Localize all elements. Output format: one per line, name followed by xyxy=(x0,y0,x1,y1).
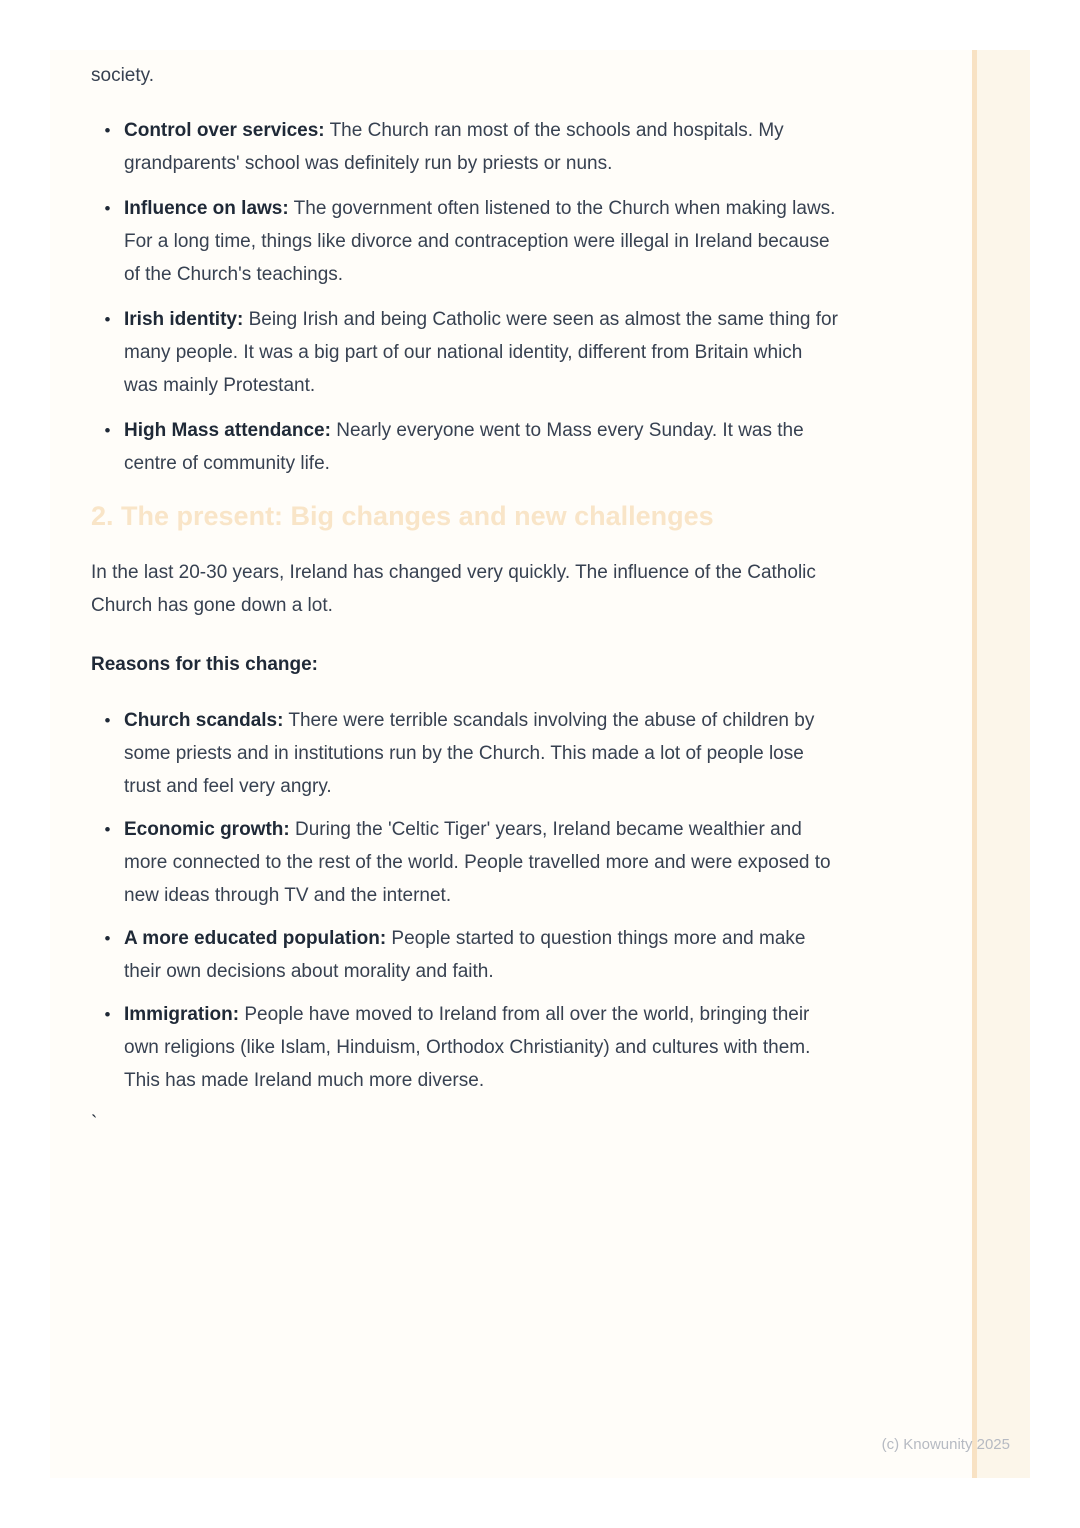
bullet-text: Being Irish and being Catholic were seen as almost the same thing for many people. It was a big part of our national identity, different from Britain which was mainly Protestant. xyxy=(124,309,838,396)
bullet-dot-icon: • xyxy=(104,711,111,730)
bullet-dot-icon: • xyxy=(104,199,111,218)
bullet-text: The Church ran most of the schools and hospitals. My grandparents' school was definitely run by priests or nuns. xyxy=(124,120,784,174)
margin-strip xyxy=(977,50,1030,1478)
bullet-dot-icon: • xyxy=(104,929,111,948)
list-item xyxy=(91,303,839,402)
bullet-lead: Control over services: xyxy=(124,120,325,141)
bullet-lead: Church scandals: xyxy=(124,710,284,731)
bullet-lead: Economic growth: xyxy=(124,819,290,840)
bullet-lead: High Mass attendance: xyxy=(124,420,331,441)
section-2-intro-paragraph: In the last 20-30 years, Ireland has changed very quickly. The influence of the Catholic Church has gone down a lot. xyxy=(91,562,816,616)
bullet-body xyxy=(124,303,839,402)
margin-divider-line xyxy=(972,50,977,1478)
bullet-text: Nearly everyone went to Mass every Sunday. It was the centre of community life. xyxy=(124,420,804,474)
list-item xyxy=(91,813,839,912)
bullet-lead: Irish identity: xyxy=(124,309,244,330)
list-item xyxy=(91,114,839,180)
bullet-body xyxy=(124,704,839,803)
bullet-text: People started to question things more and make their own decisions about morality and faith. xyxy=(124,928,806,982)
bullet-lead: Influence on laws: xyxy=(124,198,289,219)
list-item xyxy=(91,704,839,803)
bullet-body xyxy=(124,192,839,291)
bullet-body xyxy=(124,414,839,480)
note-sheet xyxy=(50,50,1030,1478)
bullet-dot-icon: • xyxy=(104,121,111,140)
bullet-lead: Immigration: xyxy=(124,1004,240,1025)
list-item xyxy=(91,922,839,988)
reasons-for-change-list xyxy=(91,704,839,1097)
bullet-body xyxy=(124,998,839,1097)
bullet-text: There were terrible scandals involving the abuse of children by some priests and in institutions run by the Church. This made a lot of people lose trust and feel very angry. xyxy=(124,710,815,797)
reasons-label: Reasons for this change: xyxy=(91,654,318,675)
bullet-text: People have moved to Ireland from all over the world, bringing their own religions (like Islam, Hinduism, Orthodox Christianity) and cultures with them. This has made Ireland much more diverse. xyxy=(124,1004,811,1091)
past-influence-list xyxy=(91,114,839,480)
list-item xyxy=(91,414,839,480)
list-item xyxy=(91,192,839,291)
bullet-dot-icon: • xyxy=(104,421,111,440)
list-item xyxy=(91,998,839,1097)
bullet-text: The government often listened to the Church when making laws. For a long time, things like divorce and contraception were illegal in Ireland because of the Church's teachings. xyxy=(124,198,836,285)
continuation-paragraph: society. xyxy=(91,65,155,86)
bullet-body xyxy=(124,922,839,988)
bullet-dot-icon: • xyxy=(104,820,111,839)
bullet-body xyxy=(124,813,839,912)
note-content xyxy=(91,59,839,1140)
bullet-lead: A more educated population: xyxy=(124,928,387,949)
section-2-heading: 2. The present: Big changes and new challenges xyxy=(91,501,714,531)
stray-backtick-character: ` xyxy=(91,1113,98,1134)
bullet-dot-icon: • xyxy=(104,310,111,329)
copyright-footer: (c) Knowunity 2025 xyxy=(881,1436,1010,1453)
bullet-dot-icon: • xyxy=(104,1005,111,1024)
bullet-text: During the 'Celtic Tiger' years, Ireland became wealthier and more connected to the rest of the world. People travelled more and were exposed to new ideas through TV and the internet. xyxy=(124,819,831,906)
bullet-body xyxy=(124,114,839,180)
